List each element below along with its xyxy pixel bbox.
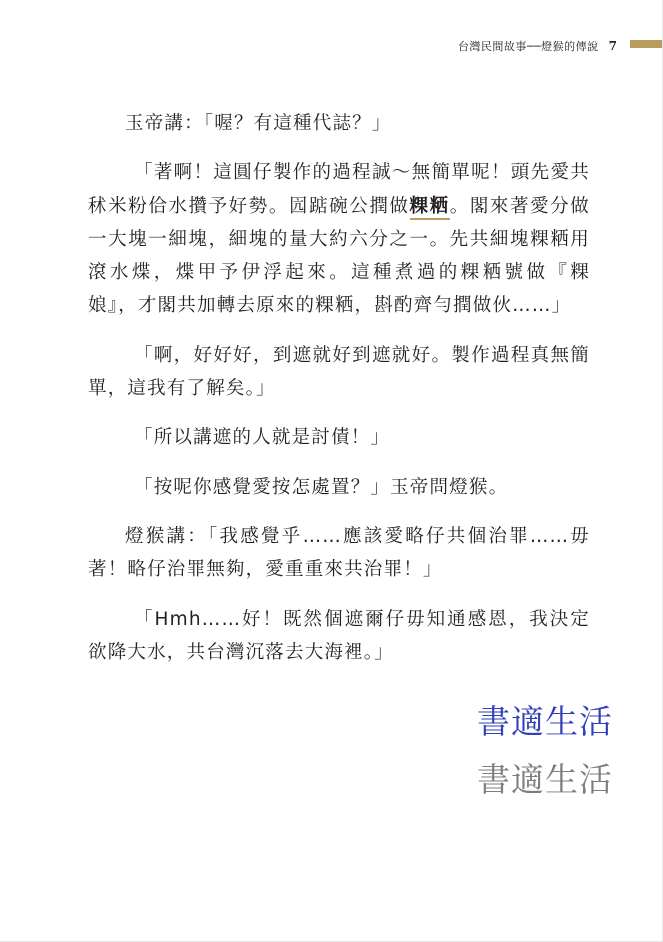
running-title: 台灣民間故事──燈猴的傳說 — [457, 40, 599, 53]
paragraph-6: 燈猴講：「我感覺乎……應該愛略仔共個治罪……毋著！略仔治罪無夠，愛重重來共治罪！」 — [88, 525, 590, 581]
running-head — [458, 38, 617, 54]
header-accent-bar — [630, 40, 662, 48]
page-number: 7 — [608, 39, 617, 53]
paragraph-4: 「所以講遮的人就是討債！」 — [134, 427, 391, 449]
paragraph-1: 玉帝講：「喔？有這種代誌？」 — [125, 113, 392, 134]
paragraph-3: 「啊，好好好，到遮就好到遮就好。製作過程真無簡單，這我有了解矣。」 — [88, 344, 590, 400]
paragraph-2 — [88, 156, 590, 322]
highlighted-term: 粿粞 — [410, 196, 450, 220]
publisher-watermark-gray: 書適生活 — [477, 760, 613, 799]
publisher-watermark-blue: 書適生活 — [477, 702, 613, 741]
paragraph-2-before: 「著啊！這圓仔製作的過程誠～無簡單呢！頭先愛共秫米粉佮水攢予好勢。囥踮碗公撋做 — [88, 162, 590, 217]
paragraph-7: 「Hmh……好！既然個遮爾仔毋知通感恩，我決定欲降大水，共台灣沉落去大海裡。」 — [88, 608, 590, 663]
paragraph-5: 「按呢你感覺愛按怎處置？」玉帝問燈猴。 — [134, 476, 509, 498]
paragraph-2-after: 。閣來著愛分做一大塊一細塊，細塊的量大約六分之一。先共細塊粿粞用滾水煠，煠甲予伊浮起來。這種煮過的粿粞號做『粿娘』，才閣共加轉去原來的粿粞，斟酌齊勻撋做伙……」 — [88, 195, 591, 317]
story-body — [88, 107, 590, 685]
